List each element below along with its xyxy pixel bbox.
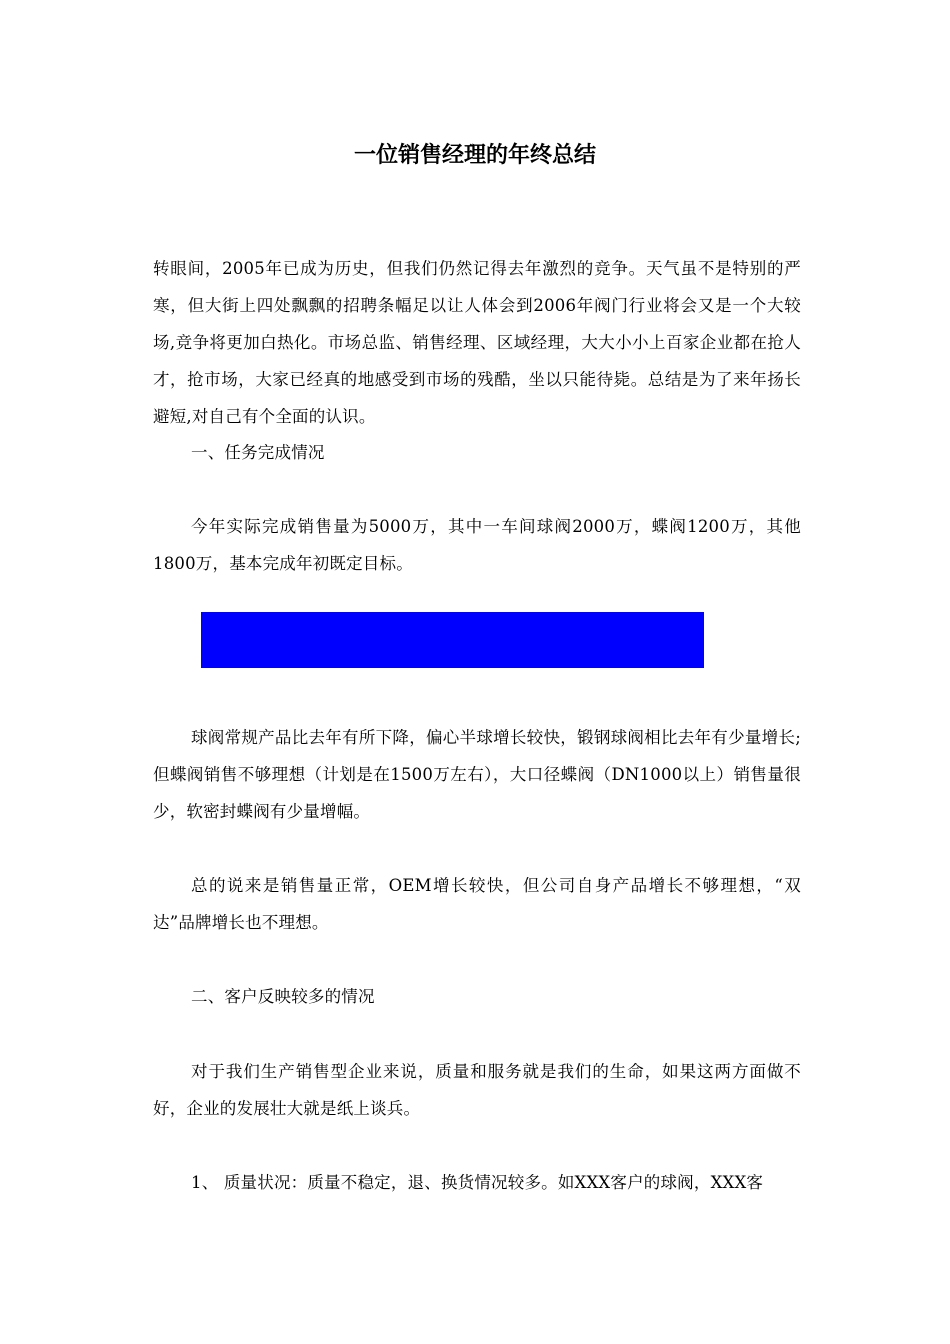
paragraph-sales-figures: 今年实际完成销售量为5000万，其中一车间球阀2000万，蝶阀1200万，其他1800万，基本完成年初既定目标。 xyxy=(153,517,801,573)
paragraph-overall-summary: 总的说来是销售量正常，OEM增长较快，但公司自身产品增长不够理想，“双达”品牌增长也不理想。 xyxy=(153,876,801,932)
paragraph-intro: 转眼间，2005年已成为历史，但我们仍然记得去年激烈的竞争。天气虽不是特别的严寒，但大街上四处飘飘的招聘条幅足以让人体会到2006年阀门行业将会又是一个大较场,竞争将更加白热化。市场总监、销售经理、区域经理，大大小小上百家企业都在抢人才，抢市场，大家已经真的地感受到市场的残酷，坐以只能待毙。总结是为了来年扬长避短,对自己有个全面的认识。 xyxy=(153,259,801,426)
highlight-bar xyxy=(201,612,704,668)
section-heading-task-completion: 一、任务完成情况 xyxy=(191,443,325,462)
paragraph-product-analysis: 球阀常规产品比去年有所下降，偏心半球增长较快，锻钢球阀相比去年有少量增长;但蝶阀销售不够理想（计划是在1500万左右），大口径蝶阀（DN1000以上）销售量很少，软密封蝶阀有少量增幅。 xyxy=(153,728,801,821)
section-heading-customer-feedback: 二、客户反映较多的情况 xyxy=(191,987,375,1006)
paragraph-quality-status: 1、 质量状况：质量不稳定，退、换货情况较多。如XXX客户的球阀，XXX客 xyxy=(191,1173,764,1192)
page-title: 一位销售经理的年终总结 xyxy=(353,143,596,168)
paragraph-quality-service: 对于我们生产销售型企业来说，质量和服务就是我们的生命，如果这两方面做不好，企业的发展壮大就是纸上谈兵。 xyxy=(153,1062,801,1118)
